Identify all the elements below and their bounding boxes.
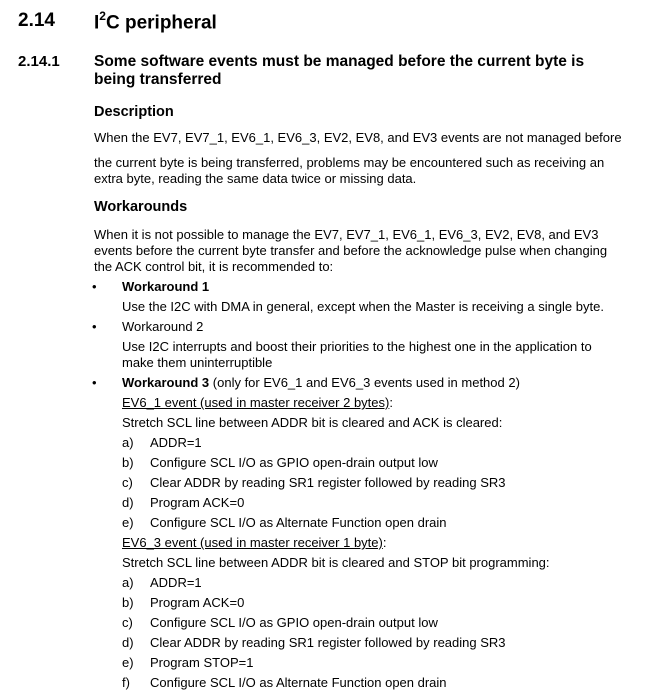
description-line2: the current byte is being transferred, problems may be encountered such as receiving an (94, 155, 605, 170)
ev6-1-step-label: d) (122, 495, 134, 510)
ev6-1-heading-line (122, 395, 393, 411)
description-line3: extra byte, reading the same data twice or missing data. (94, 171, 417, 186)
section-title-suffix: C peripheral (105, 12, 217, 34)
subsection-title (94, 53, 584, 89)
workaround-3-suffix: (only for EV6_1 and EV6_3 events used in method 2) (209, 375, 520, 390)
section-title-prefix: I (94, 12, 100, 34)
workarounds-intro-line3: the ACK control bit, it is recommended to: (94, 259, 334, 274)
subsection-title-line1: Some software events must be managed before the current byte is (94, 53, 585, 70)
ev6-3-heading-colon: : (382, 535, 387, 550)
ev6-1-heading: EV6_1 event (used in master receiver 2 bytes) (122, 395, 390, 410)
workarounds-heading: Workarounds (94, 199, 188, 215)
ev6-3-step-label: a) (122, 575, 134, 590)
ev6-1-step-text: Configure SCL I/O as GPIO open-drain output low (150, 455, 438, 470)
subsection-title-line2: being transferred (94, 71, 222, 88)
ev6-3-step-label: c) (122, 615, 133, 630)
ev6-3-step-text: Configure SCL I/O as GPIO open-drain output low (150, 615, 438, 630)
ev6-1-step-label: c) (122, 475, 133, 490)
description-heading: Description (94, 104, 174, 120)
workaround-1-title: Workaround 1 (122, 279, 210, 294)
section-title (94, 10, 217, 34)
description-line1: When the EV7, EV7_1, EV6_1, EV6_3, EV2, EV8, and EV3 events are not managed before (94, 130, 622, 145)
workarounds-intro-line2: events before the current byte transfer and before the acknowledge pulse when changing (94, 243, 608, 258)
ev6-1-step-text: Program ACK=0 (150, 495, 245, 510)
bullet-workaround-2: • (92, 319, 97, 334)
ev6-1-step-label: b) (122, 455, 134, 470)
section-number: 2.14 (18, 10, 55, 31)
ev6-3-heading-line (122, 535, 386, 551)
workaround-1-text: Use the I2C with DMA in general, except when the Master is receiving a single byte. (122, 299, 604, 314)
ev6-1-step-label: e) (122, 515, 134, 530)
ev6-1-step-text: Clear ADDR by reading SR1 register followed by reading SR3 (150, 475, 506, 490)
ev6-1-step-text: Configure SCL I/O as Alternate Function open drain (150, 515, 447, 530)
bullet-workaround-3: • (92, 375, 97, 390)
workarounds-intro-line1: When it is not possible to manage the EV7, EV7_1, EV6_1, EV6_3, EV2, EV8, and EV3 (94, 227, 599, 242)
subsection-number: 2.14.1 (18, 53, 60, 70)
ev6-1-step-text: ADDR=1 (150, 435, 202, 450)
ev6-3-step-text: Configure SCL I/O as Alternate Function open drain (150, 675, 447, 690)
ev6-3-intro: Stretch SCL line between ADDR bit is cleared and STOP bit programming: (122, 555, 550, 570)
workaround-3-title: Workaround 3 (122, 375, 210, 390)
workaround-2-title: Workaround 2 (122, 319, 204, 334)
ev6-3-heading: EV6_3 event (used in master receiver 1 byte) (122, 535, 383, 550)
ev6-3-step-text: Program STOP=1 (150, 655, 254, 670)
workaround-3-line (122, 375, 520, 391)
ev6-3-step-label: d) (122, 635, 134, 650)
ev6-3-step-text: ADDR=1 (150, 575, 202, 590)
ev6-3-step-text: Program ACK=0 (150, 595, 245, 610)
ev6-1-heading-colon: : (389, 395, 393, 410)
section-title-superscript: 2 (99, 9, 106, 23)
ev6-3-step-label: f) (122, 675, 130, 690)
ev6-3-step-text: Clear ADDR by reading SR1 register followed by reading SR3 (150, 635, 506, 650)
bullet-workaround-1: • (92, 279, 97, 294)
ev6-1-intro: Stretch SCL line between ADDR bit is cleared and ACK is cleared: (122, 415, 503, 430)
workaround-2-text-line1: Use I2C interrupts and boost their priorities to the highest one in the application to (122, 339, 592, 354)
ev6-1-step-label: a) (122, 435, 134, 450)
workaround-2-text-line2: make them uninterruptible (122, 355, 273, 370)
ev6-3-step-label: b) (122, 595, 134, 610)
ev6-3-step-label: e) (122, 655, 134, 670)
